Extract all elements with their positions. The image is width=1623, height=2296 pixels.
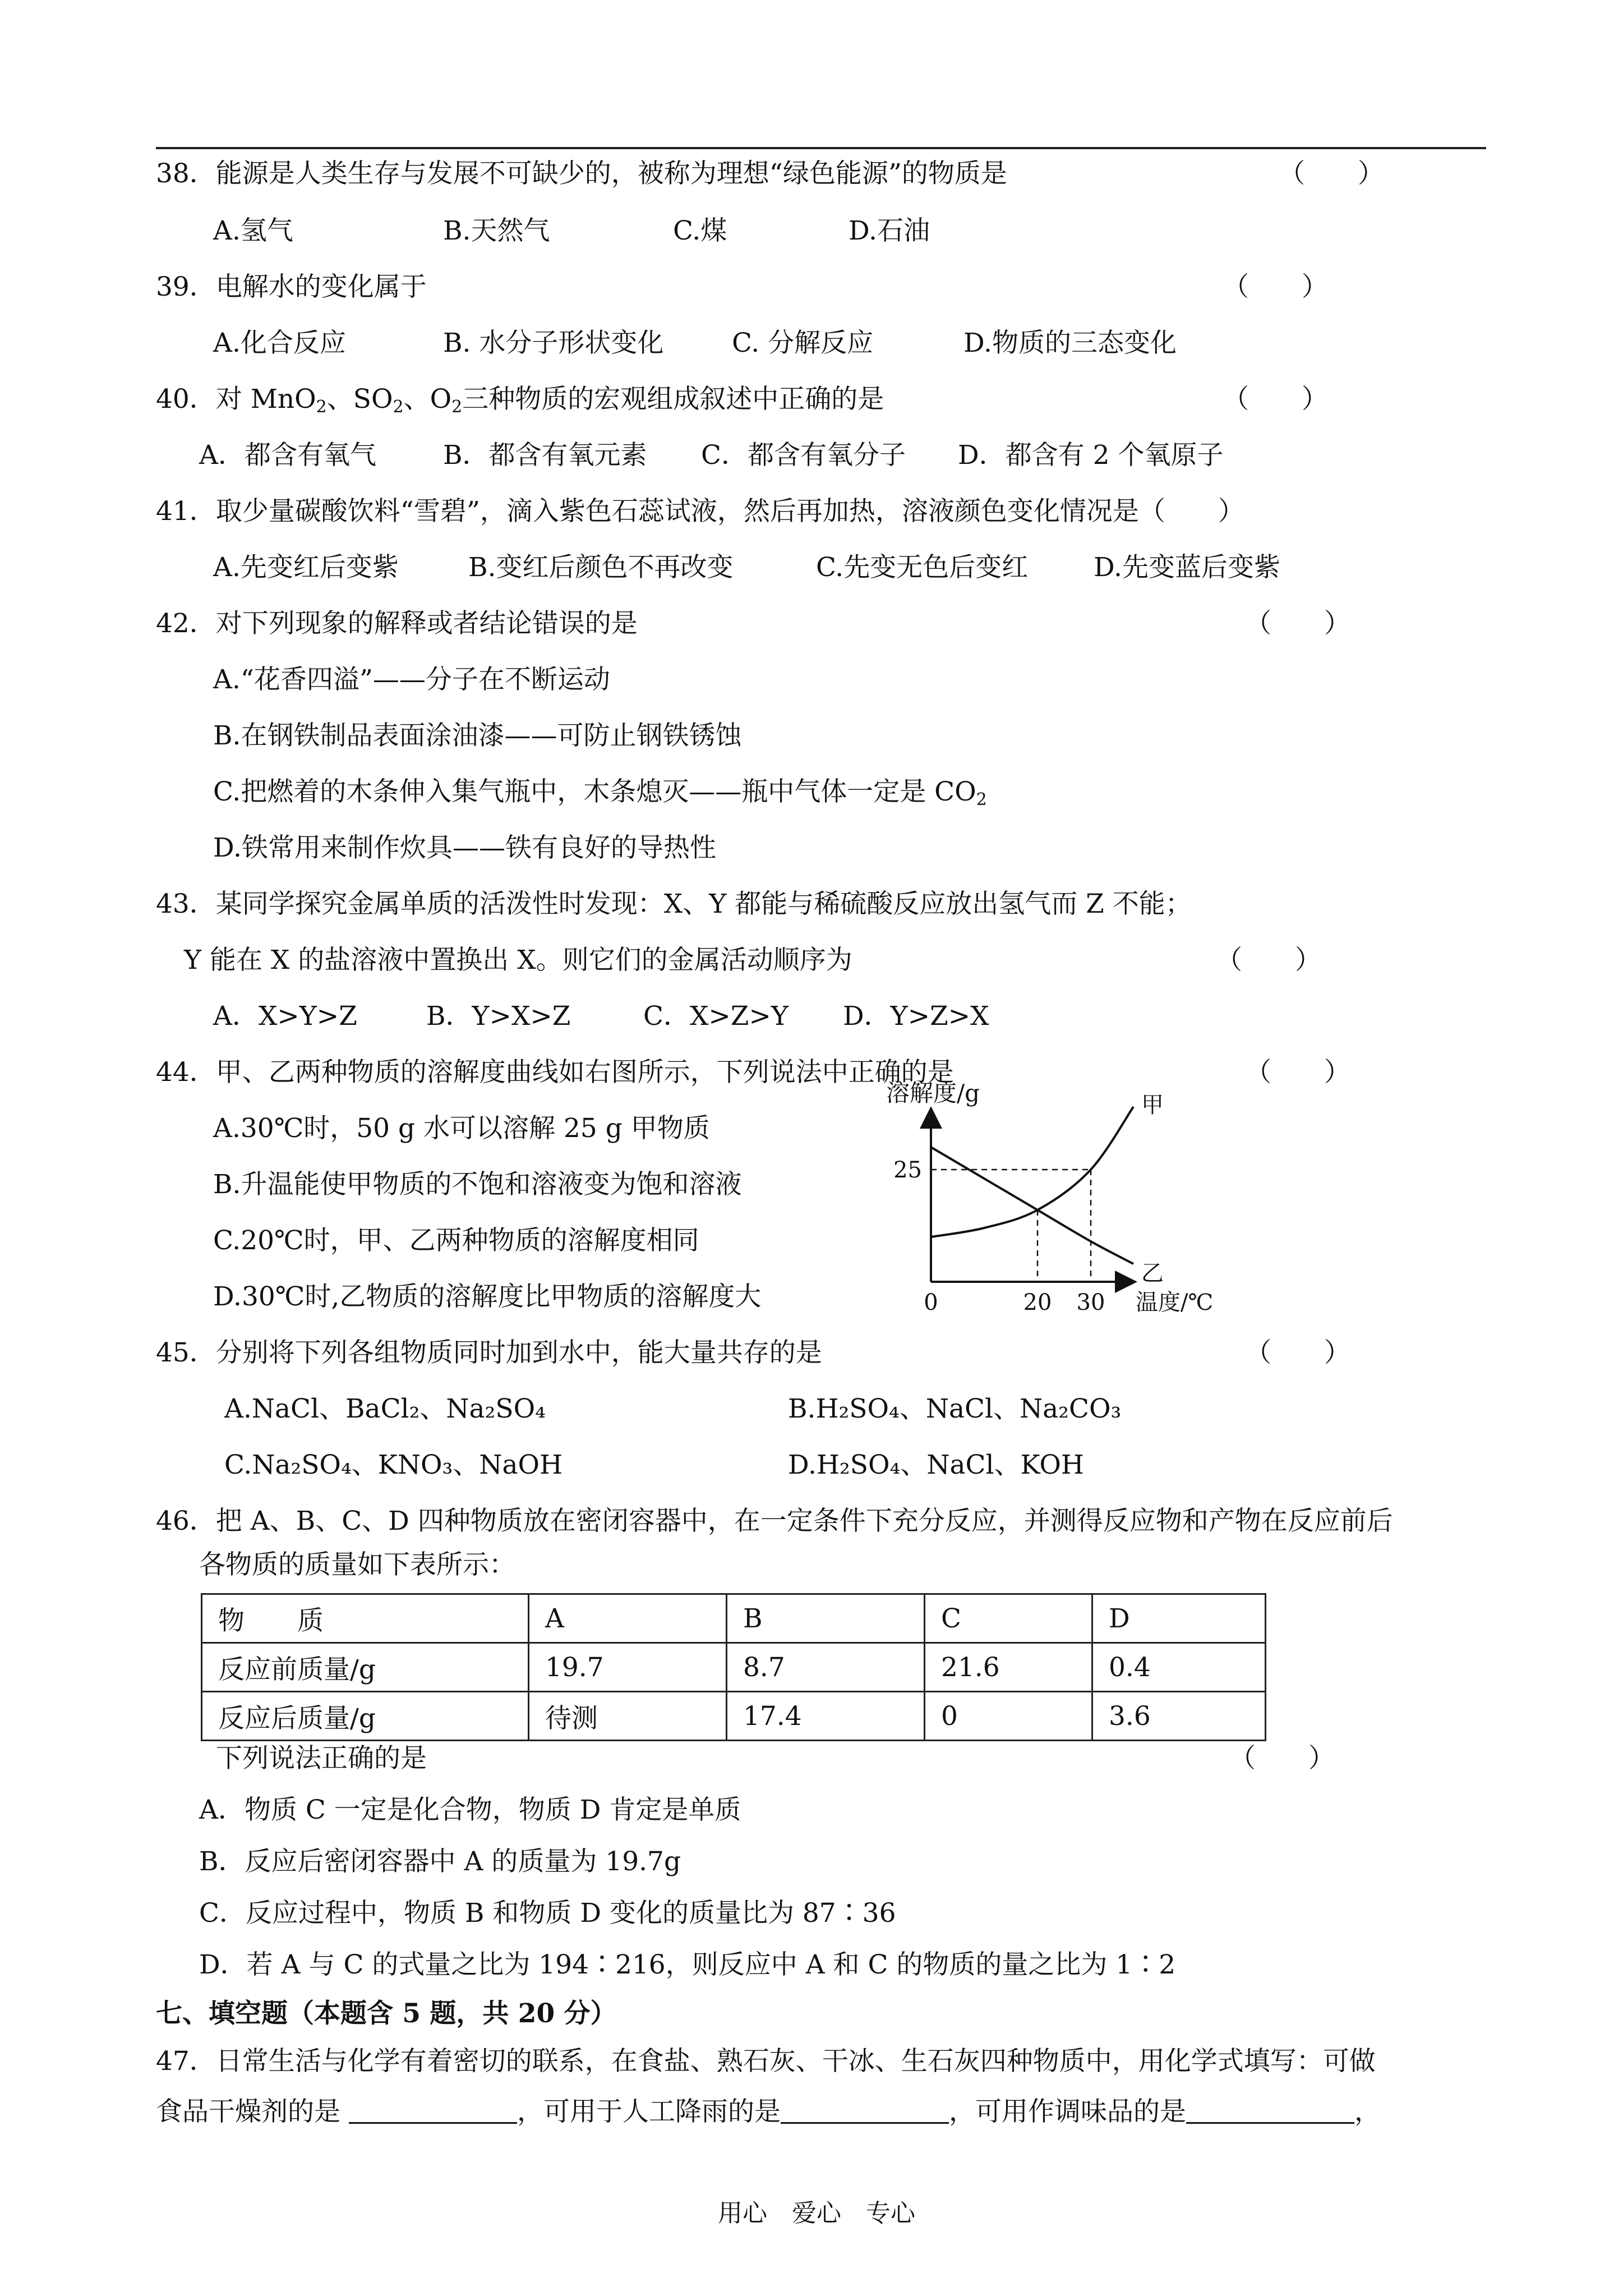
q46-prompt: 下列说法正确的是: [216, 1743, 427, 1774]
x-tick-label: 30: [1076, 1290, 1105, 1315]
table-header-cell: 物 质: [202, 1594, 529, 1643]
q44-option-a: A.30℃时，50 g 水可以溶解 25 g 甲物质: [213, 1113, 710, 1144]
q40-option-c: C．都含有氧分子: [701, 440, 906, 471]
q40-answer-paren[interactable]: （ ）: [1223, 384, 1328, 415]
q47-line2: 食品干燥剂的是 ，可用于人工降雨的是 ，可用作调味品的是 ，: [156, 2096, 1381, 2127]
q42-option-c: C.把燃着的木条伸入集气瓶中，木条熄灭——瓶中气体一定是 $CO_2$: [213, 776, 987, 809]
q45-stem: 45．分别将下列各组物质同时加到水中，能大量共存的是: [156, 1337, 822, 1368]
q41-stem: 41．取少量碳酸饮料“雪碧”，滴入紫色石蕊试液，然后再加热，溶液颜色变化情况是（ ）: [156, 496, 1244, 527]
q38-answer-paren[interactable]: （ ）: [1279, 158, 1384, 189]
q40-option-b: B．都含有氧元素: [443, 440, 647, 471]
q44-option-d: D.30℃时,乙物质的溶解度比甲物质的溶解度大: [213, 1281, 762, 1312]
q39-option-d: D.物质的三态变化: [963, 328, 1177, 358]
q45-option-b: B.H₂SO₄、NaCl、Na₂CO₃: [788, 1393, 1122, 1424]
q39-option-a: A.化合反应: [213, 328, 346, 358]
q42-option-b: B.在钢铁制品表面涂油漆——可防止钢铁锈蚀: [213, 720, 742, 751]
table-cell: 19.7: [529, 1643, 727, 1692]
q47-line1: 47．日常生活与化学有着密切的联系，在食盐、熟石灰、干冰、生石灰四种物质中，用化学式填写：可做: [156, 2046, 1376, 2077]
q43-option-a: A．X>Y>Z: [213, 1001, 357, 1032]
solubility-chart: [886, 1080, 1256, 1327]
q42-option-a: A.“花香四溢”——分子在不断运动: [213, 664, 610, 695]
q42-stem: 42．对下列现象的解释或者结论错误的是: [156, 608, 638, 639]
q38-option-a: A.氢气: [213, 215, 293, 246]
q44-answer-paren[interactable]: （ ）: [1245, 1057, 1350, 1088]
table-header-cell: C: [925, 1594, 1092, 1643]
table-row: [202, 1594, 1266, 1643]
q41-option-a: A.先变红后变紫: [213, 552, 399, 583]
q39-option-c: C. 分解反应: [732, 328, 874, 358]
q47-blank-desiccant[interactable]: [349, 2096, 517, 2124]
q42-option-d: D.铁常用来制作炊具——铁有良好的导热性: [213, 832, 716, 863]
q45-answer-paren[interactable]: （ ）: [1245, 1337, 1350, 1368]
q40-stem: 40．对 MnO$_2$、$SO_2$、$O_2$三种物质的宏观组成叙述中正确的是: [156, 384, 884, 417]
q44-stem: 44．甲、乙两种物质的溶解度曲线如右图所示，下列说法中正确的是: [156, 1057, 954, 1088]
q43-stem-line2: Y 能在 X 的盐溶液中置换出 X。则它们的金属活动顺序为: [184, 945, 852, 976]
q40-option-d: D．都含有 2 个氧原子: [958, 440, 1224, 471]
q39-option-b: B. 水分子形状变化: [443, 328, 664, 358]
table-header-cell: A: [529, 1594, 727, 1643]
section-title: 七、填空题（本题含 5 题，共 20 分）: [156, 1998, 617, 2029]
q45-option-a: A.NaCl、BaCl₂、Na₂SO₄: [224, 1393, 546, 1424]
x-axis-label: 温度/℃: [1136, 1290, 1214, 1315]
table-cell: 反应前质量/g: [202, 1643, 529, 1692]
q46-option-c: C．反应过程中，物质 B 和物质 D 变化的质量比为 87∶36: [199, 1898, 896, 1929]
q46-stem-line2: 各物质的质量如下表所示：: [199, 1549, 515, 1580]
q46-stem-line1: 46．把 A、B、C、D 四种物质放在密闭容器中，在一定条件下充分反应，并测得反应物和产物在反应前后: [156, 1506, 1393, 1536]
series-label: 乙: [1141, 1260, 1164, 1286]
table-cell: 17.4: [727, 1692, 925, 1741]
page-footer: 用心 爱心 专心: [718, 2199, 915, 2228]
q41-option-c: C.先变无色后变红: [816, 552, 1029, 583]
table-header-cell: D: [1092, 1594, 1266, 1643]
q47-blank-seasoning[interactable]: [1186, 2096, 1354, 2124]
q41-option-d: D.先变蓝后变紫: [1094, 552, 1280, 583]
q46-mass-table: [201, 1593, 1266, 1741]
table-row: [202, 1643, 1266, 1692]
q38-option-c: C.煤: [673, 215, 727, 246]
table-cell: 8.7: [727, 1643, 925, 1692]
x-tick-label: 20: [1023, 1290, 1052, 1315]
y-axis-label: 溶解度/g: [886, 1080, 980, 1107]
q38-option-b: B.天然气: [443, 215, 550, 246]
table-cell: 3.6: [1092, 1692, 1266, 1741]
q46-option-a: A．物质 C 一定是化合物，物质 D 肯定是单质: [199, 1795, 741, 1825]
q45-option-d: D.H₂SO₄、NaCl、KOH: [788, 1450, 1084, 1480]
q43-option-c: C．X>Z>Y: [643, 1001, 789, 1032]
series-line-yi: [931, 1147, 1133, 1264]
q43-option-b: B．Y>X>Z: [426, 1001, 571, 1032]
table-cell: 0: [925, 1692, 1092, 1741]
table-header-cell: B: [727, 1594, 925, 1643]
q39-answer-paren[interactable]: （ ）: [1223, 272, 1328, 302]
q45-option-c: C.Na₂SO₄、KNO₃、NaOH: [224, 1450, 563, 1480]
q43-stem-line1: 43．某同学探究金属单质的活泼性时发现：X、Y 都能与稀硫酸反应放出氢气而 Z 不能；: [156, 889, 1192, 919]
table-cell: 待测: [529, 1692, 727, 1741]
q47-blank-rain[interactable]: [781, 2096, 949, 2124]
y-tick-label: 25: [893, 1157, 922, 1183]
q46-option-b: B．反应后密闭容器中 A 的质量为 19.7g: [199, 1846, 681, 1877]
table-cell: 反应后质量/g: [202, 1692, 529, 1741]
series-label: 甲: [1141, 1092, 1164, 1118]
q43-answer-paren[interactable]: （ ）: [1216, 945, 1321, 976]
q41-option-b: B.变红后颜色不再改变: [468, 552, 734, 583]
header-rule: [156, 147, 1486, 149]
q44-option-c: C.20℃时，甲、乙两种物质的溶解度相同: [213, 1225, 699, 1256]
q40-option-a: A．都含有氧气: [199, 440, 376, 471]
q44-option-b: B.升温能使甲物质的不饱和溶液变为饱和溶液: [213, 1169, 742, 1200]
table-cell: 21.6: [925, 1643, 1092, 1692]
table-row: [202, 1692, 1266, 1741]
q42-answer-paren[interactable]: （ ）: [1245, 608, 1350, 639]
q43-option-d: D．Y>Z>X: [843, 1001, 989, 1032]
q39-stem: 39．电解水的变化属于: [156, 272, 427, 302]
table-cell: 0.4: [1092, 1643, 1266, 1692]
q46-option-d: D．若 A 与 C 的式量之比为 194∶216，则反应中 A 和 C 的物质的量之比为 1∶2: [199, 1949, 1176, 1980]
q38-option-d: D.石油: [849, 215, 930, 246]
series-line-jia: [931, 1107, 1133, 1237]
q38-stem: 38．能源是人类生存与发展不可缺少的，被称为理想“绿色能源”的物质是: [156, 158, 1007, 189]
q46-answer-paren[interactable]: （ ）: [1229, 1743, 1335, 1774]
x-tick-label: 0: [924, 1290, 938, 1315]
